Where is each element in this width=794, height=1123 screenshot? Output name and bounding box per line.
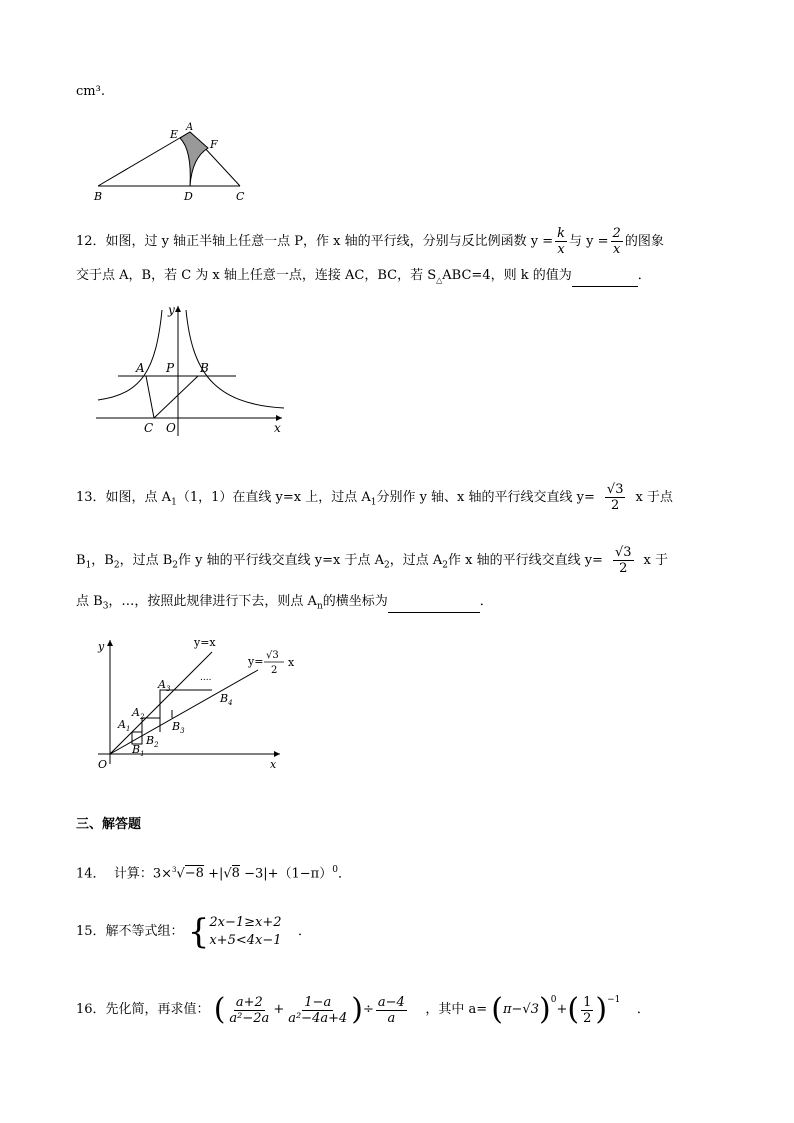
fraction-sqrt3-over-2: $\frac{√3}{2}$ <box>606 482 624 513</box>
answer-blank-12[interactable] <box>572 266 638 287</box>
inequality-system <box>209 914 281 950</box>
fraction-sqrt3-over-2-b: $\frac{√3}{2}$ <box>614 545 632 576</box>
label-A3: $A_3$ <box>158 678 171 693</box>
label-C: C <box>144 421 154 435</box>
label-B4: $B_4$ <box>220 692 233 707</box>
label-A2: $A_2$ <box>132 706 145 721</box>
label-C: C <box>236 190 245 203</box>
fraction-half: $\frac{1}{2}$ <box>583 994 592 1026</box>
label-two: 2 <box>271 665 278 676</box>
label-dots: .... <box>200 673 212 683</box>
label-E: E <box>170 128 179 141</box>
label-x: x <box>274 421 281 435</box>
figure-12 <box>92 300 288 440</box>
fraction-2: $\frac{1-a}{\text{a²−4a+4}}$ <box>288 994 348 1026</box>
line-y-eq-x <box>110 652 212 754</box>
label-y-eq: y= <box>248 655 264 668</box>
label-y: y <box>98 640 105 653</box>
step-2 <box>142 718 160 732</box>
label-y: y <box>168 303 175 317</box>
question-12-line-1: 12．如图，过 y 轴正半轴上任意一点 P，作 x 轴的平行线，分别与反比例函数 y = $\frac{k}{x}$ 与 y = $\frac{2}{x}$ 的图象 <box>76 226 664 257</box>
fraction-3: $\frac{a-4}{a}$ <box>377 994 405 1026</box>
label-y-eq-x: y=x <box>194 636 216 649</box>
label-A1: $A_1$ <box>118 718 131 733</box>
line-AC <box>146 376 154 418</box>
label-P: P <box>166 361 175 375</box>
label-x: x <box>270 758 277 771</box>
label-B1: $B_1$ <box>132 743 145 758</box>
question-12-line-2: 交于点 A，B，若 C 为 x 轴上任意一点，连接 AC，BC，若 $S_\triangle ABC=4$，则 k 的值为 ． <box>76 266 651 291</box>
inequality-2: x+5<4x−1 <box>209 933 282 948</box>
question-13-line-2: $B_1$，$B_2$，过点 $B_2$作 y 轴的平行线交直线 y=x 于点 $A_2$，过点 $A_2$作 x 轴的平行线交直线 y= $\frac{√3}{2}$ x 于 <box>76 545 668 576</box>
curve-2-over-x <box>186 310 284 408</box>
label-O: O <box>166 421 176 435</box>
label-A: A <box>136 361 145 375</box>
step-3 <box>160 690 212 718</box>
label-D: D <box>184 190 193 203</box>
system-brace: { <box>187 912 210 952</box>
label-A: A <box>186 122 194 133</box>
label-B3: $B_3$ <box>172 720 185 735</box>
section-3-heading: 三、解答题 <box>76 817 142 832</box>
label-B2: $B_2$ <box>146 734 159 749</box>
label-B: B <box>200 361 209 375</box>
answer-blank-13[interactable] <box>388 592 480 613</box>
figure-11 <box>88 118 258 206</box>
label-sqrt3: √3 <box>266 650 279 661</box>
shaded-region <box>180 132 208 186</box>
y-axis-arrow <box>175 306 181 312</box>
label-B: B <box>94 190 103 203</box>
question-15: 15． 解不等式组： { 2x−1≥x+2 x+5<4x−1 ． <box>76 912 312 952</box>
y-axis-arrow <box>107 640 113 646</box>
fraction-k-over-x: $\frac{k}{x}$ <box>557 226 566 257</box>
question-16: 16． 先化简，再求值： ( $\frac{a+2}{\text{a²−2a}}$ + $\frac{1-a}{\text{a²−4a+4}}$ ) ÷ $\frac{a-4}{a}$ ，其中 a= ( π−√3 ) $^0$ + ( $\frac{1}{2}$ ) $^{-1}$ ． <box>76 992 650 1027</box>
question-14: 14． 计算：$3\times^3√-8 +|√8 -3|+(1-\pi)^0$． <box>76 865 351 882</box>
unit-text: cm³. <box>76 84 105 99</box>
label-x-suffix: x <box>288 656 295 669</box>
label-F: F <box>210 138 218 151</box>
label-O: O <box>98 758 108 771</box>
curve-k-over-x <box>98 310 162 400</box>
fraction-2-over-x: $\frac{2}{x}$ <box>612 226 621 257</box>
question-13-line-1: 13．如图，点 $A_1(1$，1）在直线 y=x 上，过点 $A_1$分别作 y 轴、x 轴的平行线交直线 y= $\frac{√3}{2}$ x 于点 <box>76 482 673 513</box>
x-axis-arrow <box>274 751 280 757</box>
fraction-1: $\frac{a+2}{\text{a²−2a}}$ <box>229 994 270 1026</box>
question-13-line-3: 点 $B_3$，…，按照此规律进行下去，则点 $A_n$的横坐标为 ． <box>76 594 493 612</box>
figure-13 <box>88 632 308 782</box>
inequality-1: 2x−1≥x+2 <box>209 915 282 930</box>
line-BC <box>154 376 198 418</box>
